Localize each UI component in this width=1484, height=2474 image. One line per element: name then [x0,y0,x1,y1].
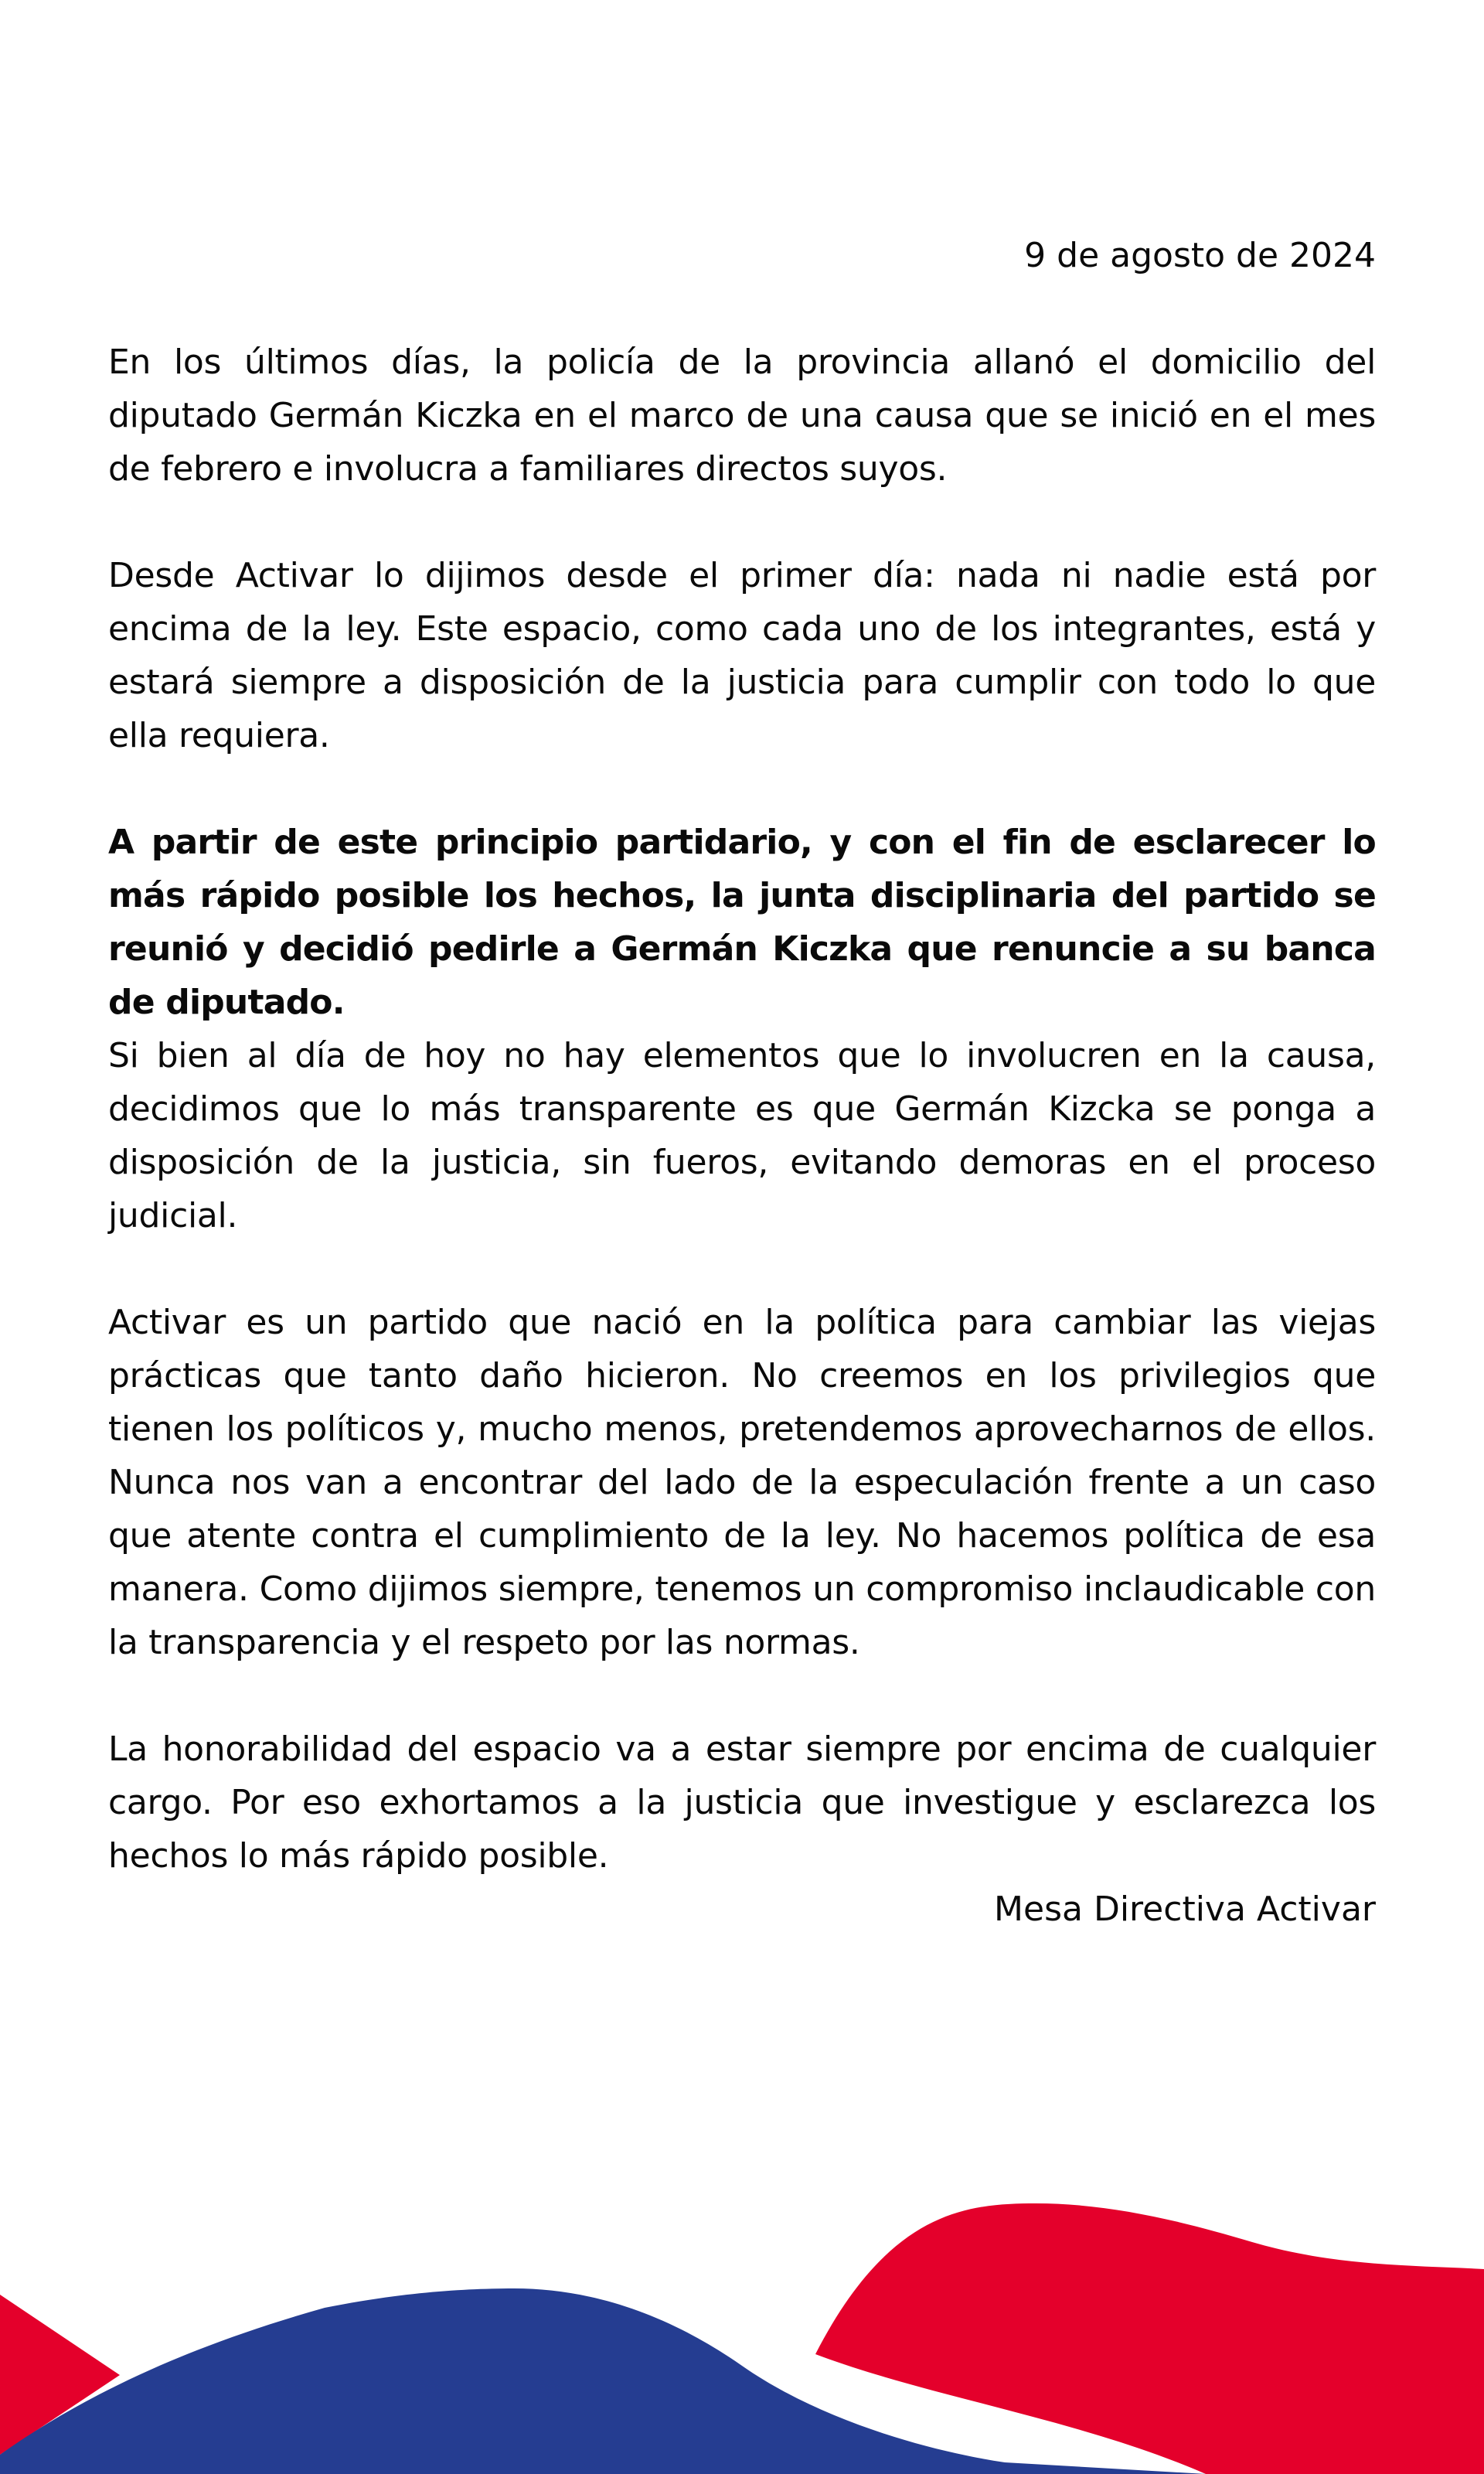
paragraph-principio: Desde Activar lo dijimos desde el primer día: nada ni nadie está por encima de la ley. Este espacio, como cada uno de los integrantes, está y estará siempre a disposición de la justicia para cumplir con todo lo que ella requiera. [108,556,1376,755]
signature: Mesa Directiva Activar [994,1890,1376,1929]
paragraph-activar-valores: Activar es un partido que nació en la política para cambiar las viejas prácticas que tanto daño hicieron. No creemos en los privilegios que tienen los políticos y, mucho menos, pretendemos aprovecharnos de ellos. Nunca nos van a encontrar del lado de la especulación frente a un caso que atente contra el cumplimiento de la ley. No hacemos política de esa manera. Como dijimos siempre, tenemos un compromiso inclaudicable con la transparencia y el respeto por las normas. [108,1303,1376,1662]
decorative-waves [0,2165,1484,2474]
statement-document [108,229,1376,1936]
paragraph-honorabilidad: La honorabilidad del espacio va a estar siempre por encima de cualquier cargo. Por eso exhortamos a la justicia que investigue y esclarezca los hechos lo más rápido posible. [108,1729,1376,1876]
paragraph-sin-fueros: Si bien al día de hoy no hay elementos que lo involucren en la causa, decidimos que lo más transparente es que Germán Kizcka se ponga a disposición de la justicia, sin fueros, evitando demoras en el proceso judicial. [108,1036,1376,1235]
wave-red-right [815,2203,1484,2474]
paragraph-allanamiento: En los últimos días, la policía de la provincia allanó el domicilio del diputado Germán Kiczka en el marco de una causa que se inició en el mes de febrero e involucra a familiares directos suyos. [108,342,1376,489]
paragraph-decision-bold: A partir de este principio partidario, y con el fin de esclarecer lo más rápido posible los hechos, la junta disciplinaria del partido se reunió y decidió pedirle a Germán Kiczka que renuncie a su banca de diputado. [108,823,1376,1022]
document-date: 9 de agosto de 2024 [1024,236,1376,275]
